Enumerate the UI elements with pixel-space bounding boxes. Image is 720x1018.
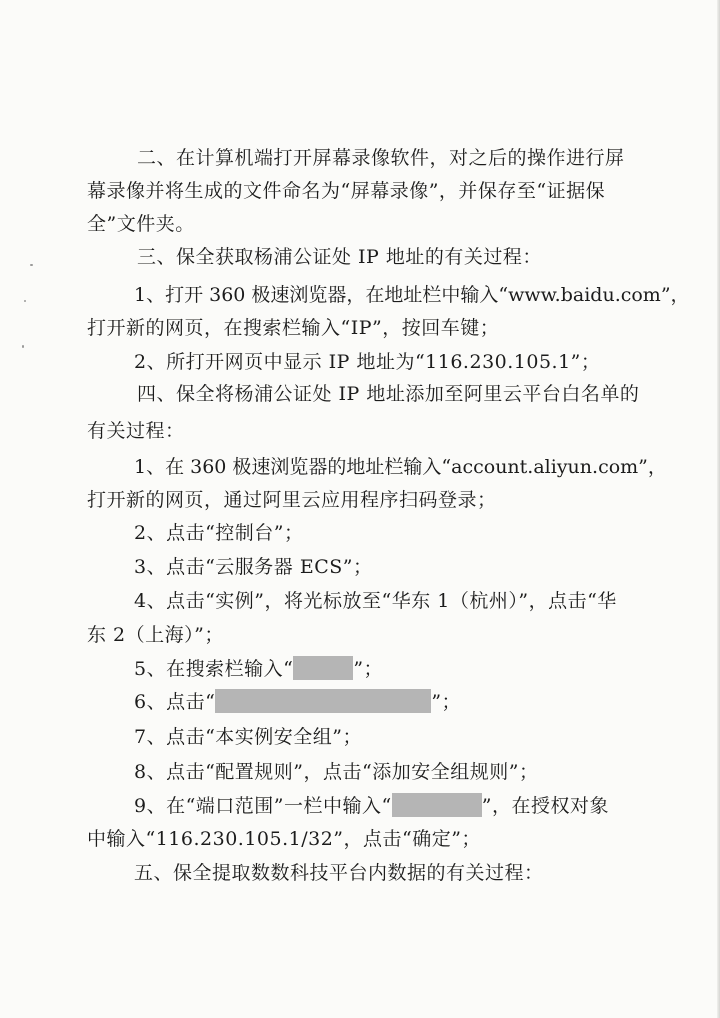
paragraph-line: 2、点击“控制台”； bbox=[134, 522, 304, 544]
step6-text-after: ”； bbox=[431, 691, 462, 713]
paragraph-line: 1、在 360 极速浏览器的地址栏输入“account.aliyun.com”， bbox=[134, 456, 667, 478]
paragraph-line: 打开新的网页，在搜索栏输入“IP”，按回车键； bbox=[87, 317, 500, 339]
paragraph-line: 3、点击“云服务器 ECS”； bbox=[134, 556, 373, 578]
paragraph-line: 全”文件夹。 bbox=[87, 213, 195, 235]
paragraph-line: 幕录像并将生成的文件命名为“屏幕录像”，并保存至“证据保 bbox=[87, 180, 606, 202]
paragraph-line-step6 bbox=[134, 690, 461, 714]
step5-text-after: ”； bbox=[353, 658, 384, 680]
paragraph-line: 1、打开 360 极速浏览器，在地址栏中输入“www.baidu.com”， bbox=[134, 284, 690, 306]
paragraph-line-step9 bbox=[134, 794, 609, 818]
paragraph-line: 8、点击“配置规则”，点击“添加安全组规则”； bbox=[134, 761, 539, 783]
redaction-box bbox=[215, 689, 431, 713]
section-heading: 四、保全将杨浦公证处 IP 地址添加至阿里云平台白名单的 bbox=[137, 383, 640, 405]
redaction-box bbox=[392, 793, 482, 817]
paragraph-line: 4、点击“实例”，将光标放至“华东 1（杭州）”，点击“华 bbox=[134, 590, 617, 612]
paragraph-line: 打开新的网页，通过阿里云应用程序扫码登录； bbox=[87, 489, 497, 511]
paragraph-line: 东 2（上海）”； bbox=[87, 624, 224, 646]
section-heading: 五、保全提取数数科技平台内数据的有关过程： bbox=[134, 862, 544, 884]
paragraph-line: 中输入“116.230.105.1/32”，点击“确定”； bbox=[87, 828, 481, 850]
section-heading: 三、保全获取杨浦公证处 IP 地址的有关过程： bbox=[137, 246, 542, 268]
paragraph-line-step5 bbox=[134, 657, 383, 681]
paragraph-line: 2、所打开网页中显示 IP 地址为“116.230.105.1”； bbox=[134, 351, 601, 373]
paragraph-line: 7、点击“本实例安全组”； bbox=[134, 726, 363, 748]
redaction-box bbox=[293, 656, 353, 680]
step5-text-before: 5、在搜索栏输入“ bbox=[134, 658, 294, 680]
paragraph-line: 有关过程： bbox=[87, 420, 185, 442]
paragraph-line: 二、在计算机端打开屏幕录像软件，对之后的操作进行屏 bbox=[137, 147, 625, 169]
step9-text-before: 9、在“端口范围”一栏中输入“ bbox=[134, 795, 392, 817]
step9-text-after: ”，在授权对象 bbox=[481, 795, 609, 817]
step6-text-before: 6、点击“ bbox=[134, 691, 216, 713]
